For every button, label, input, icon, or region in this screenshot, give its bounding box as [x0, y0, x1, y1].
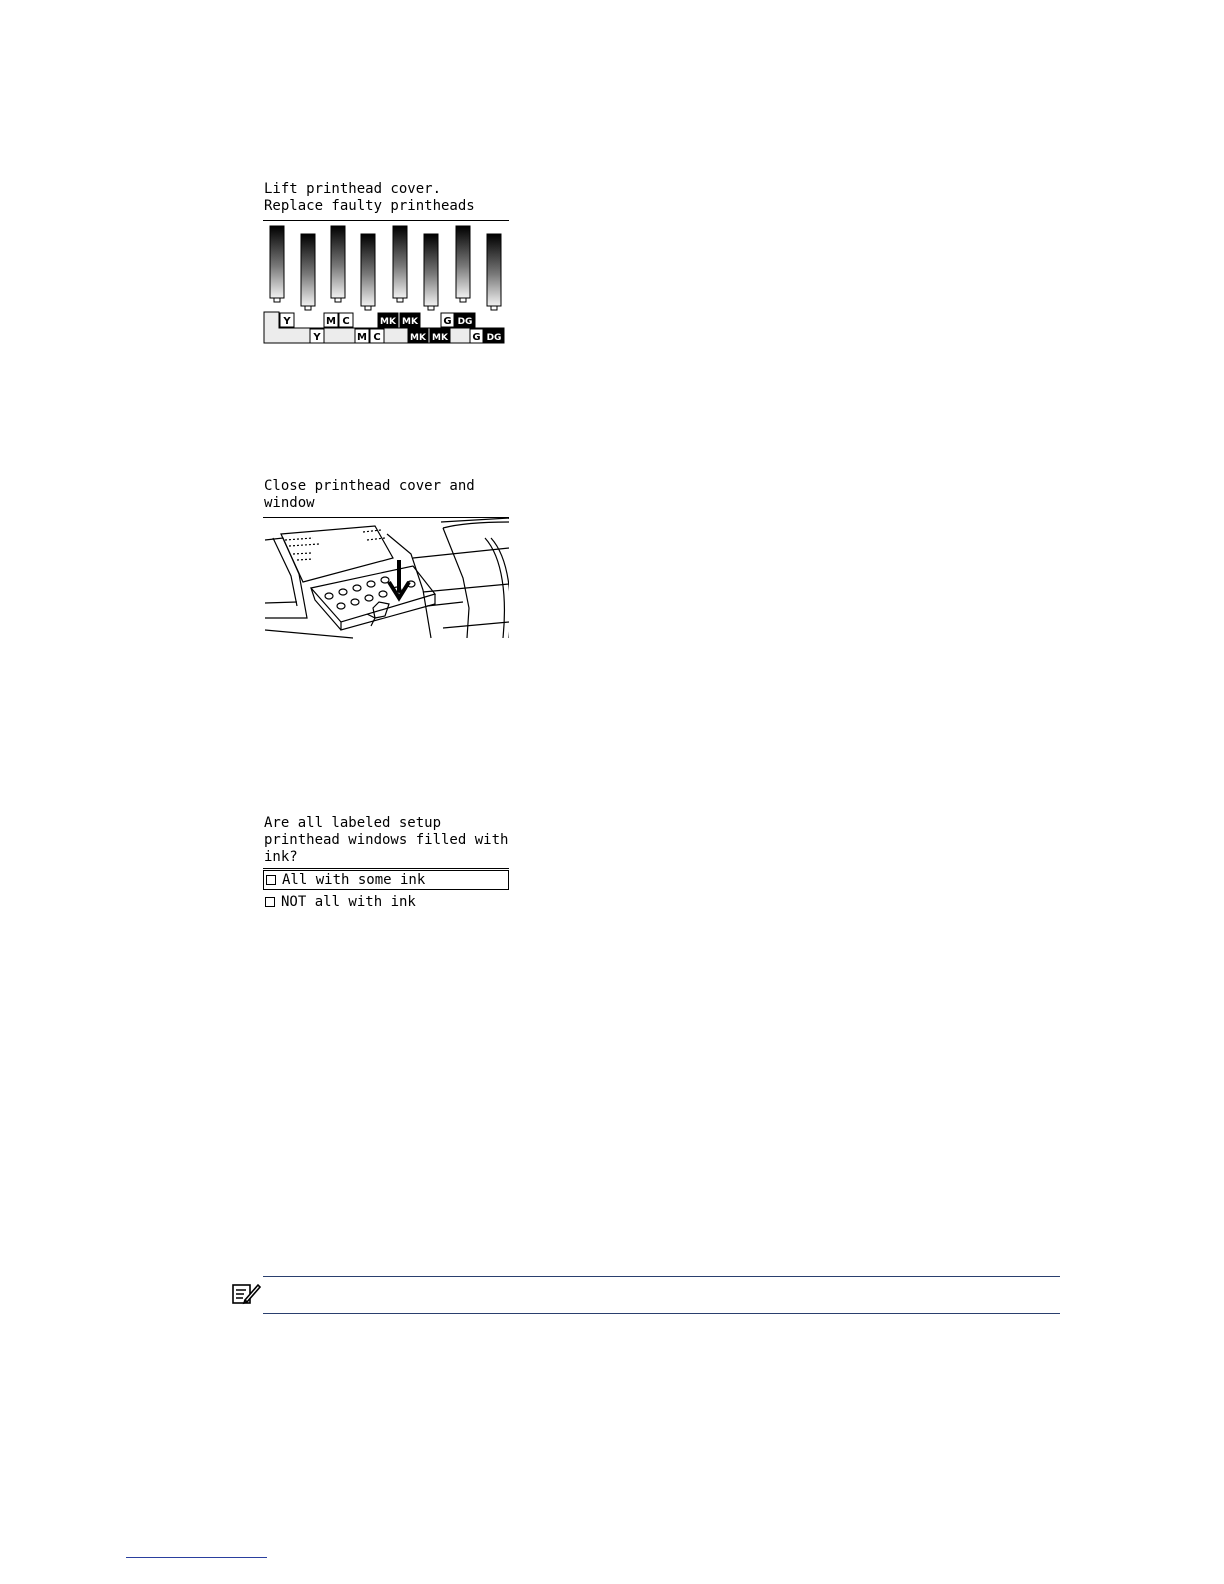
printheads-illustration — [263, 221, 509, 346]
printhead-2 — [301, 234, 315, 310]
label-y-1: Y — [283, 316, 291, 327]
note-bottom-rule — [263, 1313, 1060, 1314]
label-mk-3: MK — [410, 333, 426, 343]
option-label: All with some ink — [282, 872, 426, 888]
printhead-4 — [361, 234, 375, 310]
panel-message: Close printhead cover and window — [264, 478, 475, 511]
label-c-1: C — [342, 316, 350, 327]
printhead-replace-panel — [263, 181, 509, 346]
panel-question: Are all labeled setup printhead windows filled with ink? — [264, 815, 509, 865]
label-g-2: G — [472, 332, 481, 343]
label-mk-4: MK — [432, 333, 448, 343]
checkbox-icon[interactable] — [265, 897, 275, 907]
option-all-with-some-ink[interactable] — [263, 870, 509, 890]
labels-row-1 — [280, 313, 475, 327]
note-top-rule — [263, 1276, 1060, 1277]
printhead-5 — [393, 226, 407, 302]
label-m-1: M — [326, 316, 336, 327]
note-block — [230, 1276, 1060, 1314]
printhead-3 — [331, 226, 345, 302]
label-dg-2: DG — [486, 333, 502, 343]
footer-link-underline[interactable] — [126, 1557, 267, 1558]
label-m-2: M — [357, 332, 367, 343]
printhead-slots — [270, 226, 501, 310]
checkbox-icon[interactable] — [266, 875, 276, 885]
printhead-8 — [487, 234, 501, 310]
label-g-1: G — [443, 316, 452, 327]
option-label: NOT all with ink — [281, 894, 416, 910]
ink-question-panel — [263, 815, 509, 912]
close-cover-panel — [263, 478, 509, 642]
label-mk-1: MK — [380, 317, 396, 327]
printhead-1 — [270, 226, 284, 302]
close-cover-illustration — [263, 518, 509, 642]
option-not-all-with-ink[interactable] — [263, 892, 509, 912]
label-mk-2: MK — [402, 317, 418, 327]
printhead-6 — [424, 234, 438, 310]
label-c-2: C — [373, 332, 381, 343]
printhead-7 — [456, 226, 470, 302]
label-dg-1: DG — [457, 317, 473, 327]
panel-message: Lift printhead cover. Replace faulty printheads — [264, 181, 475, 214]
note-icon — [231, 1282, 261, 1306]
panel-divider — [263, 868, 509, 869]
label-y-2: Y — [313, 332, 321, 343]
